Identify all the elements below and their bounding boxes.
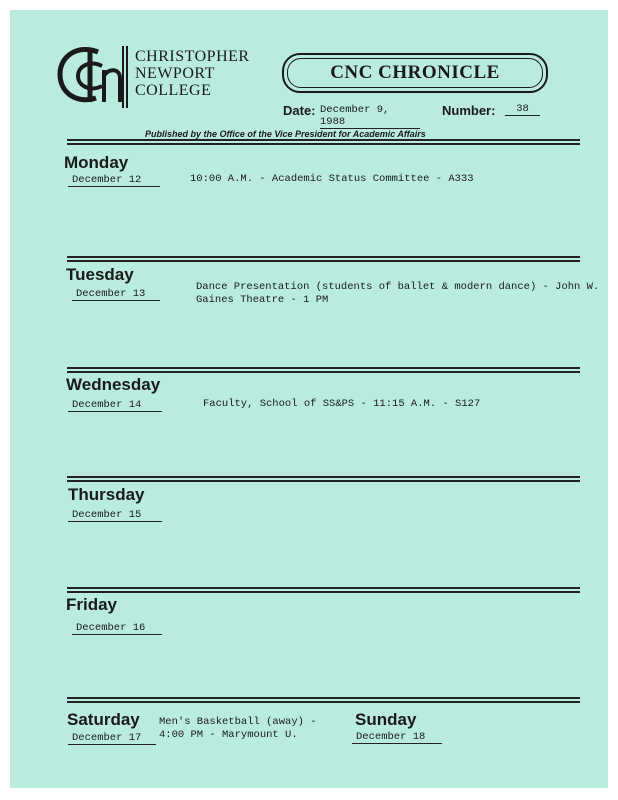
title-banner — [282, 53, 548, 93]
day-tuesday: Tuesday — [66, 265, 134, 284]
day-wednesday: Wednesday — [66, 375, 161, 394]
day-sunday: Sunday — [355, 710, 417, 729]
day-saturday: Saturday — [67, 710, 140, 729]
wednesday-date: December 14 — [68, 399, 162, 412]
day-monday: Monday — [64, 153, 129, 172]
newsletter-title: CNC CHRONICLE — [330, 62, 500, 83]
saturday-event: Men's Basketball (away) - 4:00 PM - Marymount U. — [159, 716, 317, 741]
sunday-date: December 18 — [352, 731, 442, 744]
header-divider — [67, 139, 580, 145]
cnc-logo-icon — [50, 40, 130, 112]
wednesday-event: Faculty, School of SS&PS - 11:15 A.M. - S127 — [203, 398, 481, 410]
saturday-date: December 17 — [68, 732, 156, 745]
divider — [67, 587, 580, 593]
issue-date: December 9, 1988 — [320, 104, 420, 129]
date-label: Date: — [283, 103, 316, 118]
day-friday: Friday — [66, 595, 118, 614]
issue-number: 38 — [505, 103, 540, 116]
day-thursday: Thursday — [68, 485, 145, 504]
friday-date: December 16 — [72, 622, 162, 635]
divider — [67, 476, 580, 482]
number-label: Number: — [442, 103, 496, 118]
thursday-date: December 15 — [68, 509, 162, 522]
college-name: CHRISTOPHER NEWPORT COLLEGE — [135, 48, 250, 99]
divider — [67, 367, 580, 373]
divider — [67, 256, 580, 262]
divider — [67, 697, 580, 703]
tuesday-event: Dance Presentation (students of ballet & modern dance) - John W. Gaines Theatre - 1 PM — [196, 281, 600, 306]
tuesday-date: December 13 — [72, 288, 160, 301]
monday-event: 10:00 A.M. - Academic Status Committee - A333 — [190, 173, 474, 185]
published-by: Published by the Office of the Vice President for Academic Affairs — [145, 129, 426, 139]
monday-date: December 12 — [68, 174, 160, 187]
